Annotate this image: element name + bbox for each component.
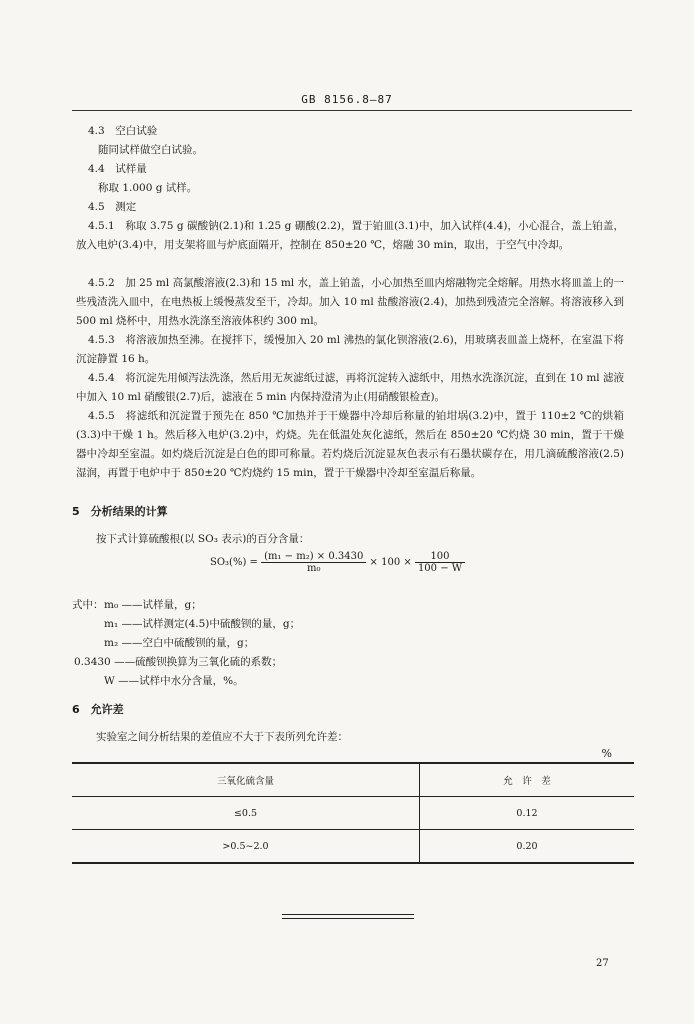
legend-item-w: W ——试样中水分含量，%。 (104, 675, 244, 687)
table-cell-tolerance: 0.20 (420, 830, 635, 864)
header-content: 三氧化硫含量 (72, 763, 420, 797)
legend-item-m2: m₂ ——空白中硫酸钡的量，g； (104, 637, 255, 649)
section-5-title: 5 分析结果的计算 (72, 505, 168, 518)
table-row (72, 797, 634, 830)
table-header-row (72, 763, 634, 797)
formula-fraction-2 (415, 551, 465, 574)
formula-mid: × 100 × (369, 557, 412, 568)
section-4-4-title: 4.4 试样量 (88, 163, 147, 175)
paragraph-4-5-2: 4.5.2 加 25 ml 高氯酸溶液(2.3)和 15 ml 水，盖上铂盖，小心加热至皿内熔融物完全熔解。用热水将皿盖上的一些残渣洗入皿中，在电热板上缓慢蒸发至干，冷却。加入 10 ml 盐酸溶液(2.4)，加热到残渣完全溶解。将溶液移入到 500 ml 烧杯中，用热水洗涤至溶液体积约 300 ml。 (76, 277, 624, 327)
formula-denominator-1: m₀ (306, 563, 321, 574)
formula-numerator-1: (m₁ − m₂) × 0.3430 (261, 551, 366, 563)
page-header: GB 8156.8—87 (301, 93, 393, 106)
section-6-title: 6 允许差 (72, 703, 124, 716)
legend-item-m0: m₀ ——试样量，g； (104, 599, 202, 611)
table-cell-content: >0.5~2.0 (72, 830, 420, 864)
sulfate-formula (210, 551, 465, 574)
table-cell-content: ≤0.5 (72, 797, 420, 830)
section-4-4-body: 称取 1.000 g 试样。 (98, 182, 198, 194)
formula-denominator-2: 100 − W (417, 563, 463, 574)
end-rule (282, 914, 414, 915)
legend-item-coefficient: 0.3430 ——硫酸钡换算为三氧化硫的系数； (74, 656, 283, 668)
paragraph-4-5-3: 4.5.3 将溶液加热至沸。在搅拌下，缓慢加入 20 ml 沸热的氯化钡溶液(2.6)，用玻璃表皿盖上烧杯，在室温下将沉淀静置 16 h。 (76, 334, 624, 365)
table-cell-tolerance: 0.12 (420, 797, 635, 830)
formula-fraction-1 (261, 551, 366, 574)
paragraph-4-5-4: 4.5.4 将沉淀先用倾泻法洗涤，然后用无灰滤纸过滤，再将沉淀转入滤纸中，用热水洗涤沉淀，直到在 10 ml 滤液中加入 10 ml 硝酸银(2.7)后，滤液在 5 min 内保持澄清为止(用硝酸银检查)。 (76, 372, 624, 403)
section-4-3-title: 4.3 空白试验 (88, 125, 158, 137)
header-rule (72, 110, 632, 111)
header-tolerance: 允 许 差 (420, 763, 635, 797)
formula-numerator-2: 100 (415, 551, 465, 563)
tolerance-table (72, 762, 634, 864)
paragraph-4-5-1: 4.5.1 称取 3.75 g 碳酸钠(2.1)和 1.25 g 硼酸(2.2)，置于铂皿(3.1)中，加入试样(4.4)，小心混合，盖上铂盖，放入电炉(3.4)中，用支架将皿与炉底面隔开，控制在 850±20 ℃，熔融 30 min，取出，于空气中冷却。 (76, 220, 624, 251)
paragraph-4-5-5: 4.5.5 将滤纸和沉淀置于预先在 850 ℃加热并于干燥器中冷却后称量的铂坩埚(3.2)中，置于 110±2 ℃的烘箱(3.3)中干燥 1 h。然后移入电炉(3.2)中，灼烧。先在低温处灰化滤纸，然后在 850±20 ℃灼烧 30 min，置于干燥器中冷却至室温。如灼烧后沉淀是白色的即可称量。若灼烧后沉淀显灰色表示有石墨状碳存在，用几滴硫酸溶液(2.5)湿润，再置于电炉中于 850±20 ℃灼烧约 15 min，置于干燥器中冷却至室温后称量。 (76, 410, 624, 479)
table-unit: % (601, 747, 612, 760)
section-6-intro: 实验室之间分析结果的差值应不大于下表所列允许差： (96, 731, 348, 743)
section-5-intro: 按下式计算硫酸根(以 SO₃ 表示)的百分含量： (96, 533, 310, 545)
section-4-3-body: 随同试样做空白试验。 (98, 144, 203, 156)
legend-item-m1: m₁ ——试样测定(4.5)中硫酸钡的量，g； (104, 618, 301, 630)
end-rule (282, 918, 414, 919)
page-number: 27 (596, 958, 609, 969)
table-row (72, 830, 634, 864)
formula-lhs: SO₃(%) = (210, 557, 258, 568)
legend-lead: 式中： (72, 599, 104, 611)
section-4-5-title: 4.5 测定 (88, 201, 137, 213)
